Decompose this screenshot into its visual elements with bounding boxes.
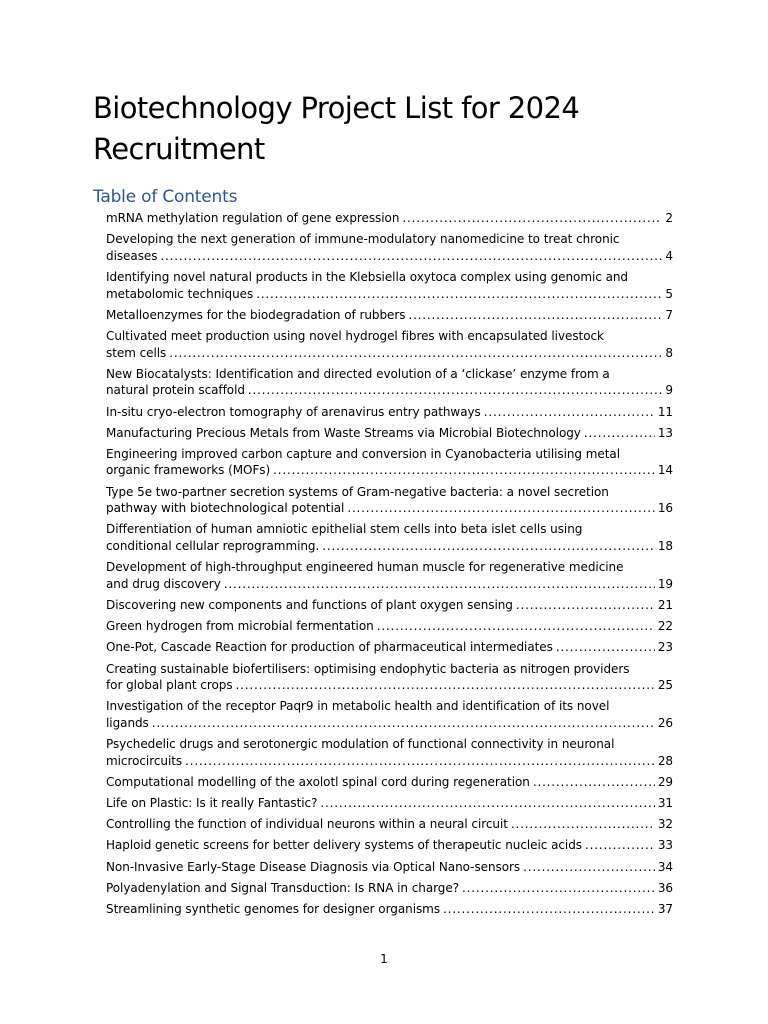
toc-entry-page-number: 8 <box>665 345 673 360</box>
toc-entry-title-line: Developing the next generation of immune-modulatory nanomedicine to treat chronic <box>106 232 620 247</box>
dot-leader <box>169 345 662 362</box>
toc-entry[interactable] <box>106 597 673 614</box>
toc-entry-page-number: 29 <box>657 774 673 789</box>
toc-entry-title: and drug discovery <box>106 576 221 591</box>
toc-entry-title: Manufacturing Precious Metals from Waste Streams via Microbial Biotechnology <box>106 425 581 440</box>
toc-entry-last-line <box>106 425 673 442</box>
toc-entry-last-line <box>106 816 673 833</box>
toc-entry-page-number: 25 <box>657 678 673 693</box>
toc-entry[interactable] <box>106 618 673 635</box>
toc-entry-page-number: 23 <box>657 640 673 655</box>
toc-entry[interactable] <box>106 307 673 324</box>
dot-leader <box>585 837 655 854</box>
toc-entry-title: mRNA methylation regulation of gene expression <box>106 211 400 225</box>
toc-entry-page-number: 5 <box>665 286 673 301</box>
toc-entry-page-number: 18 <box>657 539 673 554</box>
toc-entry-title: pathway with biotechnological potential <box>106 501 345 516</box>
toc-entry-last-line <box>106 639 673 656</box>
toc-entry-last-line <box>106 382 673 399</box>
toc-entry-last-line <box>106 715 673 732</box>
dot-leader <box>556 639 655 656</box>
toc-entry-title-line: Development of high-throughput engineered human muscle for regenerative medicine <box>106 560 624 575</box>
toc-entry-title-line: Creating sustainable biofertilisers: optimising endophytic bacteria as nitrogen providers <box>106 661 630 676</box>
toc-entry-title: for global plant crops <box>106 678 233 693</box>
toc-entry[interactable] <box>106 698 673 731</box>
dot-leader <box>516 597 655 614</box>
toc-entry-title: Streamlining synthetic genomes for designer organisms <box>106 902 441 917</box>
dot-leader <box>377 618 655 635</box>
toc-entry-title: In-situ cryo-electron tomography of arenavirus entry pathways <box>106 404 481 419</box>
toc-entry-last-line <box>106 404 673 421</box>
toc-entry-page-number: 37 <box>657 902 673 917</box>
toc-entry-last-line <box>106 795 673 812</box>
toc-entry-title-line: Cultivated meet production using novel hydrogel fibres with encapsulated livestock <box>106 328 604 343</box>
toc-entry[interactable] <box>106 328 673 361</box>
toc-entry-last-line <box>106 248 673 265</box>
toc-entry-title-line: Investigation of the receptor Paqr9 in metabolic health and identification of its novel <box>106 699 610 714</box>
toc-entry[interactable] <box>106 425 673 442</box>
toc-entry[interactable] <box>106 484 673 517</box>
dot-leader <box>347 500 655 517</box>
toc-entry-page-number: 28 <box>657 753 673 768</box>
toc-entry-title: Discovering new components and functions of plant oxygen sensing <box>106 598 513 612</box>
toc-entry[interactable] <box>106 880 673 897</box>
toc-entry[interactable] <box>106 521 673 554</box>
toc-entry[interactable] <box>106 736 673 769</box>
dot-leader <box>533 774 655 791</box>
toc-entry[interactable] <box>106 837 673 854</box>
toc-entry-title: One-Pot, Cascade Reaction for production of pharmaceutical intermediates <box>106 640 553 655</box>
toc-entry-title-line: Differentiation of human amniotic epithelial stem cells into beta islet cells using <box>106 522 583 537</box>
dot-leader <box>160 248 662 265</box>
toc-entry[interactable] <box>106 269 673 302</box>
toc-entry-last-line <box>106 618 673 635</box>
toc-entry-last-line <box>106 210 673 227</box>
toc-entry-title: Haploid genetic screens for better delivery systems of therapeutic nucleic acids <box>106 838 582 853</box>
dot-leader <box>320 795 654 812</box>
toc-entry-title: organic frameworks (MOFs) <box>106 463 271 478</box>
toc-entry-last-line <box>106 774 673 791</box>
toc-entry-page-number: 34 <box>657 859 673 874</box>
dot-leader <box>256 286 662 303</box>
toc-entry[interactable] <box>106 639 673 656</box>
toc-entry-page-number: 7 <box>665 307 673 322</box>
toc-entry[interactable] <box>106 661 673 694</box>
dot-leader <box>224 576 655 593</box>
toc-entry-page-number: 26 <box>657 715 673 730</box>
toc-entry-title-line: Type 5e two-partner secretion systems of Gram-negative bacteria: a novel secretion <box>106 484 609 499</box>
toc-entry-title-line: New Biocatalysts: Identification and directed evolution of a ‘clickase’ enzyme from a <box>106 366 610 381</box>
toc-entry-last-line <box>106 307 673 324</box>
toc-entry-title: Green hydrogen from microbial fermentation <box>106 619 374 634</box>
toc-entry-page-number: 11 <box>657 404 673 419</box>
dot-leader <box>402 210 662 227</box>
toc-entry[interactable] <box>106 795 673 812</box>
toc-entry-page-number: 4 <box>665 248 673 263</box>
toc-entry[interactable] <box>106 559 673 592</box>
toc-entry-last-line <box>106 859 673 876</box>
toc-entry-title: natural protein scaffold <box>106 383 245 398</box>
toc-entry-title: metabolomic techniques <box>106 286 254 301</box>
toc-entry-page-number: 16 <box>657 501 673 516</box>
toc-entry-title: conditional cellular reprogramming. <box>106 539 320 554</box>
dot-leader <box>484 404 655 421</box>
toc-entry-page-number: 19 <box>657 576 673 591</box>
toc-entry-last-line <box>106 677 673 694</box>
toc-entry-page-number: 33 <box>657 838 673 853</box>
toc-entry-last-line <box>106 753 673 770</box>
toc-entry[interactable] <box>106 774 673 791</box>
toc-heading: Table of Contents <box>93 187 238 207</box>
toc-entry-title-line: Engineering improved carbon capture and conversion in Cyanobacteria utilising metal <box>106 446 620 461</box>
toc-entry[interactable] <box>106 210 673 227</box>
toc-entry[interactable] <box>106 231 673 264</box>
toc-entry[interactable] <box>106 446 673 479</box>
document-title: Biotechnology Project List for 2024 Recruitment <box>93 91 580 166</box>
toc-entry-last-line <box>106 576 673 593</box>
toc-entry-page-number: 13 <box>657 425 673 440</box>
toc-entry-page-number: 2 <box>665 211 673 225</box>
toc-entry-last-line <box>106 538 673 555</box>
toc-entry-page-number: 32 <box>657 817 673 832</box>
toc-entry-title-line: Psychedelic drugs and serotonergic modulation of functional connectivity in neuronal <box>106 737 615 752</box>
toc-entry-page-number: 21 <box>657 598 673 612</box>
toc-entry-last-line <box>106 597 673 614</box>
table-of-contents <box>106 210 673 922</box>
toc-entry[interactable] <box>106 816 673 833</box>
toc-entry-last-line <box>106 880 673 897</box>
toc-entry-title: diseases <box>106 248 158 263</box>
dot-leader <box>185 753 655 770</box>
toc-entry-title: Metalloenzymes for the biodegradation of rubbers <box>106 307 406 322</box>
toc-entry-title: Computational modelling of the axolotl spinal cord during regeneration <box>106 774 530 789</box>
dot-leader <box>248 382 662 399</box>
toc-entry-title: Non-Invasive Early-Stage Disease Diagnosis via Optical Nano-sensors <box>106 859 521 874</box>
toc-entry-page-number: 31 <box>657 796 673 811</box>
dot-leader <box>462 880 655 897</box>
dot-leader <box>408 307 662 324</box>
dot-leader <box>584 425 655 442</box>
toc-entry-page-number: 36 <box>657 880 673 895</box>
toc-entry-title-line: Identifying novel natural products in the Klebsiella oxytoca complex using genomic and <box>106 269 628 284</box>
toc-entry-last-line <box>106 901 673 918</box>
dot-leader <box>322 538 655 555</box>
toc-entry[interactable] <box>106 901 673 918</box>
dot-leader <box>443 901 655 918</box>
toc-entry-last-line <box>106 286 673 303</box>
dot-leader <box>152 715 655 732</box>
toc-entry-page-number: 14 <box>657 463 673 478</box>
page-number: 1 <box>380 952 388 966</box>
toc-entry-last-line <box>106 462 673 479</box>
toc-entry-title: microcircuits <box>106 753 183 768</box>
toc-entry-title: Polyadenylation and Signal Transduction: Is RNA in charge? <box>106 880 460 895</box>
dot-leader <box>511 816 655 833</box>
dot-leader <box>236 677 655 694</box>
toc-entry-last-line <box>106 500 673 517</box>
toc-entry-title: stem cells <box>106 345 167 360</box>
toc-entry-page-number: 9 <box>665 383 673 398</box>
toc-entry[interactable] <box>106 859 673 876</box>
toc-entry-last-line <box>106 345 673 362</box>
dot-leader <box>273 462 655 479</box>
toc-entry[interactable] <box>106 366 673 399</box>
dot-leader <box>523 859 655 876</box>
toc-entry-title: Controlling the function of individual neurons within a neural circuit <box>106 817 508 832</box>
toc-entry[interactable] <box>106 404 673 421</box>
toc-entry-page-number: 22 <box>657 619 673 634</box>
toc-entry-title: Life on Plastic: Is it really Fantastic? <box>106 796 318 811</box>
toc-entry-title: ligands <box>106 715 149 730</box>
toc-entry-last-line <box>106 837 673 854</box>
